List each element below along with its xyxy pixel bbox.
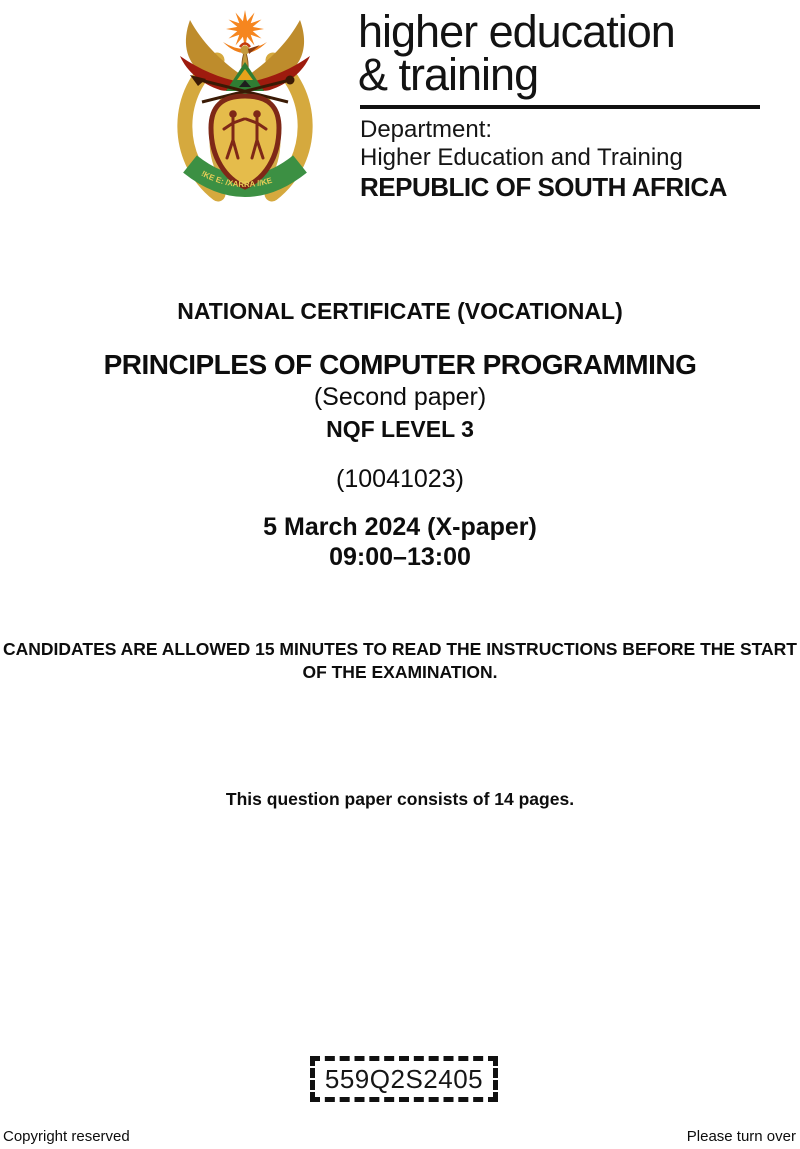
certificate-title: NATIONAL CERTIFICATE (VOCATIONAL) xyxy=(177,298,623,324)
bird-head xyxy=(241,46,250,55)
coat-of-arms-graphic xyxy=(160,6,330,216)
coat-of-arms-logo xyxy=(160,6,330,216)
nqf-level: NQF LEVEL 3 xyxy=(326,416,474,442)
country-name: REPUBLIC OF SOUTH AFRICA xyxy=(360,172,727,202)
exam-time: 09:00–13:00 xyxy=(329,543,471,571)
exam-number: 559Q2S2405 xyxy=(324,1063,484,1094)
knobkierie-knob xyxy=(286,76,295,85)
motto-text: !KE E: /XARRA //KE xyxy=(199,168,274,190)
brand-title xyxy=(358,6,768,100)
department-label: Department: xyxy=(360,116,493,143)
pages-note: This question paper consists of 14 pages. xyxy=(225,789,575,809)
department-name: Higher Education and Training xyxy=(360,144,683,171)
brand-line1: higher education xyxy=(358,6,675,57)
department-brand-block xyxy=(358,6,768,202)
subject-title: PRINCIPLES OF COMPUTER PROGRAMMING xyxy=(103,349,697,380)
subject-code: (10041023) xyxy=(336,465,464,493)
instruction-text: CANDIDATES ARE ALLOWED 15 MINUTES TO READ THE INSTRUCTIONS BEFORE THE START OF THE EXAMINATION. xyxy=(2,639,797,682)
paper-subtitle: (Second paper) xyxy=(313,383,487,411)
brand-divider xyxy=(360,105,760,109)
exam-number-box xyxy=(310,1056,498,1102)
exam-date: 5 March 2024 (X-paper) xyxy=(263,513,537,541)
turn-over-note: Please turn over xyxy=(686,1128,796,1145)
copyright-note: Copyright reserved xyxy=(3,1128,130,1145)
brand-line2: & training xyxy=(358,49,539,100)
department-block xyxy=(360,116,768,202)
